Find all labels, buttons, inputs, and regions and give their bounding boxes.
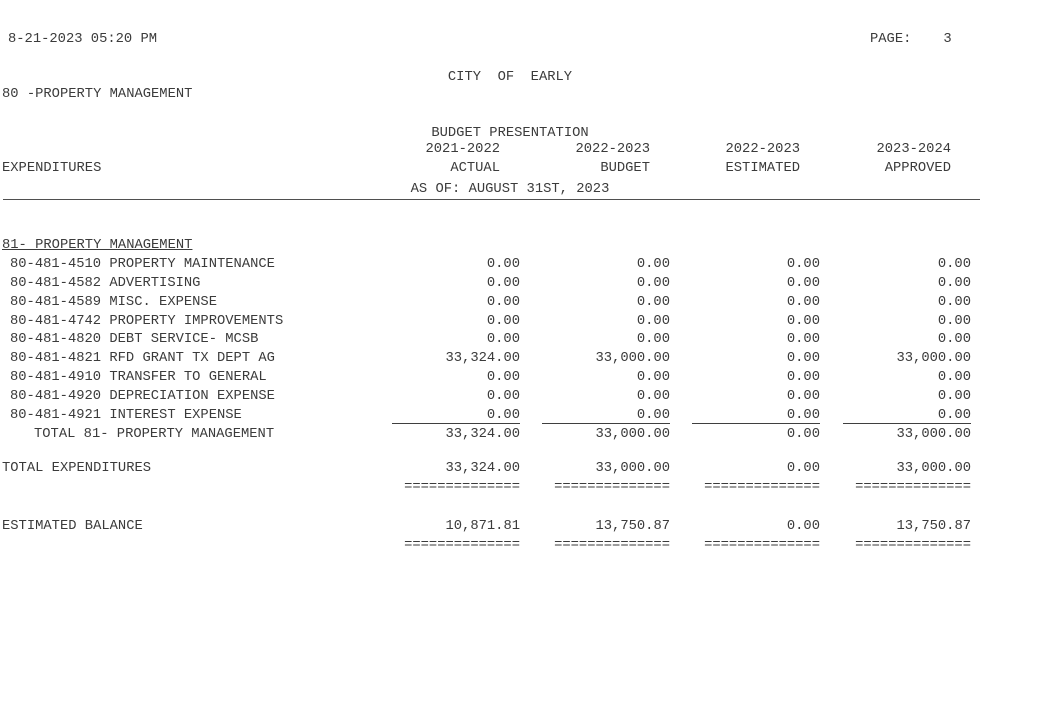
group-total-label: TOTAL 81- PROPERTY MANAGEMENT (34, 426, 275, 442)
account-name: PROPERTY MAINTENANCE (109, 257, 275, 272)
as-of-date: AS OF: AUGUST 31ST, 2023 (410, 182, 610, 198)
value-budget: 13,750.87 (595, 519, 670, 534)
value-actual: 0.00 (486, 257, 520, 272)
value-estimated (670, 407, 820, 426)
account-name: MISC. EXPENSE (109, 294, 217, 310)
account-label (2, 350, 370, 369)
value-approved: 0.00 (937, 257, 971, 272)
account-number: 80-481-4742 (10, 313, 102, 329)
page-indicator (870, 31, 952, 50)
header-rule (3, 199, 980, 200)
account-label (2, 313, 370, 332)
value-approved: 0.00 (937, 294, 971, 310)
account-number: 80-481-4920 (10, 388, 102, 404)
value-approved: 0.00 (937, 275, 971, 291)
column-type-actual: ACTUAL (450, 161, 500, 176)
group-total-row (2, 426, 971, 445)
value-approved: 33,000.00 (896, 351, 971, 367)
value-budget: 0.00 (636, 313, 670, 329)
underlined-value: 0.00 (843, 408, 971, 425)
value-budget: 0.00 (636, 275, 670, 291)
value-budget: 33,000.00 (595, 351, 670, 367)
account-label (2, 388, 370, 407)
total-expenditures-label: TOTAL EXPENDITURES (2, 461, 152, 476)
value-actual: 33,324.00 (445, 426, 520, 442)
expenditures-section-label: EXPENDITURES (2, 161, 102, 176)
value-budget: 0.00 (636, 294, 670, 310)
column-year-approved: 2023-2024 (876, 142, 951, 157)
value-actual: 0.00 (486, 370, 520, 386)
double-rule: ============== (704, 538, 820, 553)
double-rule: ============== (554, 538, 670, 553)
double-rule: ============== (404, 480, 520, 495)
table-row (2, 313, 971, 332)
table-row (2, 388, 971, 407)
value-estimated: 0.00 (786, 313, 820, 329)
value-actual: 0.00 (486, 294, 520, 310)
report-title: BUDGET PRESENTATION (431, 125, 589, 141)
account-name: TRANSFER TO GENERAL (109, 370, 267, 386)
value-actual (370, 407, 520, 426)
value-actual: 33,324.00 (445, 461, 520, 476)
value-estimated: 0.00 (786, 461, 820, 476)
underlined-value: 0.00 (542, 408, 670, 425)
table-row (2, 350, 971, 369)
account-name: INTEREST EXPENSE (109, 407, 242, 423)
double-rule: ============== (855, 480, 971, 495)
value-budget: 33,000.00 (595, 426, 670, 442)
account-number: 80-481-4582 (10, 275, 102, 291)
org-title: CITY OF EARLY (447, 69, 573, 85)
account-name: DEPRECIATION EXPENSE (109, 388, 275, 404)
table-row (2, 256, 971, 275)
value-estimated: 0.00 (786, 388, 820, 404)
account-label (2, 275, 370, 294)
page-number: 3 (943, 32, 952, 47)
estimated-balance-label: ESTIMATED BALANCE (2, 519, 143, 534)
value-estimated: 0.00 (786, 294, 820, 310)
value-estimated: 0.00 (786, 332, 820, 348)
total-expenditures-row (2, 461, 971, 476)
table-row (2, 294, 971, 313)
account-label (2, 256, 370, 275)
value-approved: 0.00 (937, 388, 971, 404)
value-budget: 33,000.00 (595, 461, 670, 476)
account-number: 80-481-4821 (10, 351, 102, 367)
estimated-balance-row (2, 519, 971, 534)
underlined-value: 0.00 (692, 408, 820, 425)
value-actual: 0.00 (486, 275, 520, 291)
value-estimated: 0.00 (786, 275, 820, 291)
value-approved: 0.00 (937, 332, 971, 348)
value-approved: 33,000.00 (896, 461, 971, 476)
value-budget: 0.00 (636, 388, 670, 404)
department-heading: 80 -PROPERTY MANAGEMENT (2, 87, 193, 102)
value-approved: 0.00 (937, 370, 971, 386)
report-datetime: 8-21-2023 05:20 PM (8, 32, 158, 47)
value-approved: 13,750.87 (896, 519, 971, 534)
value-actual: 33,324.00 (445, 351, 520, 367)
double-rule: ============== (704, 480, 820, 495)
column-year-estimated: 2022-2023 (725, 142, 800, 157)
account-label (2, 331, 370, 350)
account-name: ADVERTISING (109, 275, 201, 291)
value-actual: 0.00 (486, 332, 520, 348)
value-actual: 10,871.81 (445, 519, 520, 534)
account-name: RFD GRANT TX DEPT AG (109, 351, 275, 367)
value-estimated: 0.00 (786, 426, 820, 442)
value-budget: 0.00 (636, 370, 670, 386)
account-label (2, 369, 370, 388)
account-number: 80-481-4589 (10, 294, 102, 310)
value-estimated: 0.00 (786, 257, 820, 272)
account-label (2, 407, 370, 426)
account-label (2, 294, 370, 313)
group-heading: 81- PROPERTY MANAGEMENT (2, 238, 193, 253)
value-approved: 0.00 (937, 313, 971, 329)
page-label: PAGE: (870, 32, 912, 47)
underlined-value: 0.00 (392, 408, 520, 425)
column-year-budget: 2022-2023 (575, 142, 650, 157)
report-title-block (310, 31, 710, 238)
column-type-budget: BUDGET (600, 161, 650, 176)
column-type-estimated: ESTIMATED (725, 161, 800, 176)
value-approved: 33,000.00 (896, 426, 971, 442)
table-row (2, 331, 971, 350)
column-type-approved: APPROVED (884, 161, 951, 176)
value-actual: 0.00 (486, 388, 520, 404)
value-estimated: 0.00 (786, 351, 820, 367)
double-rule-row (2, 538, 971, 553)
table-row (2, 369, 971, 388)
expenditure-rows (2, 256, 971, 444)
value-approved (820, 407, 971, 426)
table-row-underlined (2, 407, 971, 426)
value-actual: 0.00 (486, 313, 520, 329)
account-number: 80-481-4921 (10, 407, 102, 423)
account-name: DEBT SERVICE- MCSB (109, 332, 259, 348)
double-rule: ============== (404, 538, 520, 553)
account-number: 80-481-4820 (10, 332, 102, 348)
column-header-years (2, 142, 971, 157)
value-budget: 0.00 (636, 257, 670, 272)
column-year-actual: 2021-2022 (425, 142, 500, 157)
value-budget (520, 407, 670, 426)
account-name: PROPERTY IMPROVEMENTS (109, 313, 284, 329)
double-rule: ============== (855, 538, 971, 553)
double-rule: ============== (554, 480, 670, 495)
value-estimated: 0.00 (786, 370, 820, 386)
value-budget: 0.00 (636, 332, 670, 348)
account-number: 80-481-4910 (10, 370, 102, 386)
column-header-types (2, 161, 971, 176)
value-estimated: 0.00 (786, 519, 820, 534)
table-row (2, 275, 971, 294)
double-rule-row (2, 480, 971, 495)
account-number: 80-481-4510 (10, 257, 102, 272)
